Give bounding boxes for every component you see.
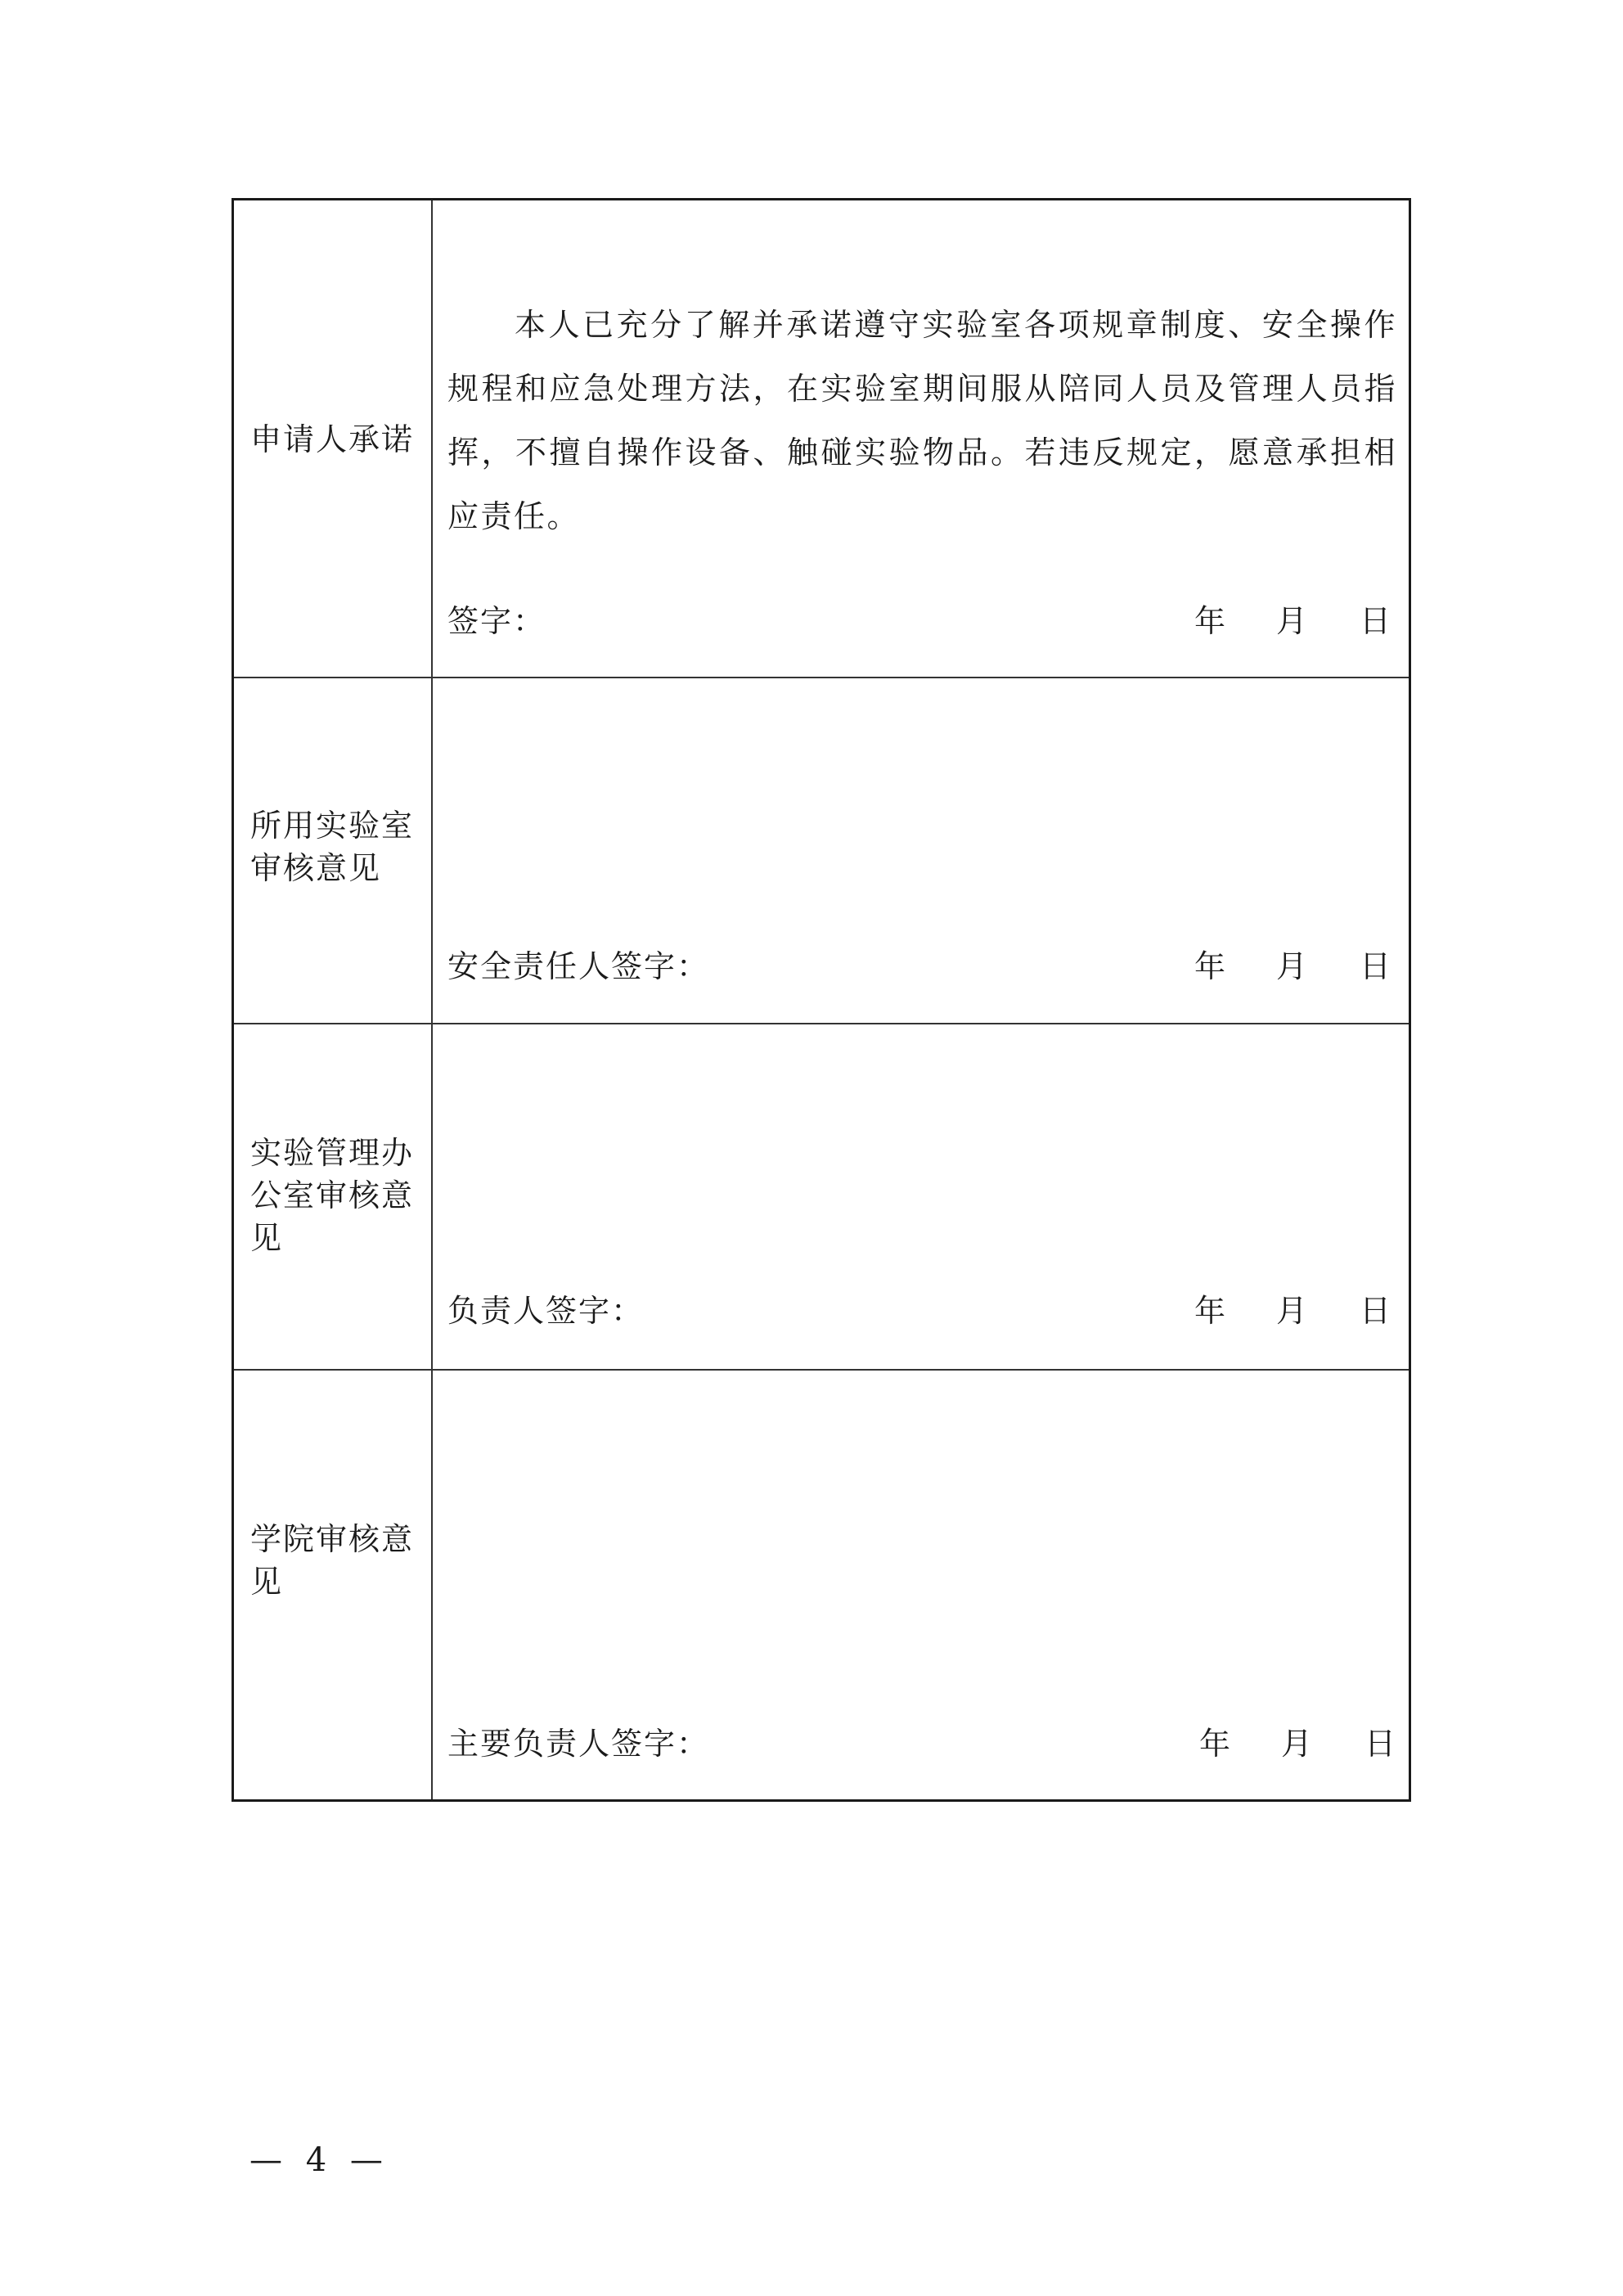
row-label: 实验管理办公室审核意见 [250, 1135, 415, 1256]
approval-form-table [232, 198, 1411, 1802]
date-year-label: 年 [1199, 1726, 1231, 1762]
date-field [1194, 1290, 1391, 1332]
date-day-label: 日 [1360, 603, 1391, 639]
date-day-label: 日 [1360, 948, 1391, 984]
date-month-label: 月 [1276, 603, 1308, 639]
row-content-cell[interactable] [433, 678, 1409, 1023]
form-row-lab-review [234, 678, 1409, 1024]
date-month-label: 月 [1276, 1293, 1308, 1329]
page-number: — 4 — [250, 2141, 389, 2179]
row-label: 学院审核意见 [250, 1521, 415, 1600]
signature-label: 负责人签字： [447, 1293, 645, 1329]
date-year-label: 年 [1194, 603, 1226, 639]
date-day-label: 日 [1364, 1726, 1396, 1762]
date-field [1194, 945, 1391, 988]
date-field [1199, 1722, 1396, 1765]
row-label-cell [234, 1024, 433, 1369]
signature-label: 安全责任人签字： [447, 948, 710, 984]
date-month-label: 月 [1276, 948, 1308, 984]
row-content-cell[interactable] [433, 1024, 1409, 1369]
row-label: 所用实验室审核意见 [250, 808, 415, 886]
row-label-cell [234, 1371, 433, 1799]
pledge-text: 本人已充分了解并承诺遵守实验室各项规章制度、安全操作规程和应急处理方法，在实验室期间服从陪同人员及管理人员指挥，不擅自操作设备、触碰实验物品。若违反规定，愿意承担相应责任。 [447, 307, 1397, 534]
date-year-label: 年 [1194, 948, 1226, 984]
date-day-label: 日 [1360, 1293, 1391, 1329]
form-row-office-review [234, 1024, 1409, 1371]
date-month-label: 月 [1281, 1726, 1313, 1762]
row-content-cell[interactable] [433, 200, 1409, 677]
form-row-applicant-pledge [234, 200, 1409, 678]
date-year-label: 年 [1194, 1293, 1226, 1329]
row-label-cell [234, 678, 433, 1023]
signature-label: 主要负责人签字： [447, 1726, 710, 1762]
row-label: 申请人承诺 [250, 421, 415, 457]
form-row-college-review [234, 1371, 1409, 1799]
date-field [1194, 600, 1391, 642]
row-label-cell [234, 200, 433, 677]
row-content-cell[interactable] [433, 1371, 1409, 1799]
signature-label: 签字： [447, 603, 546, 639]
